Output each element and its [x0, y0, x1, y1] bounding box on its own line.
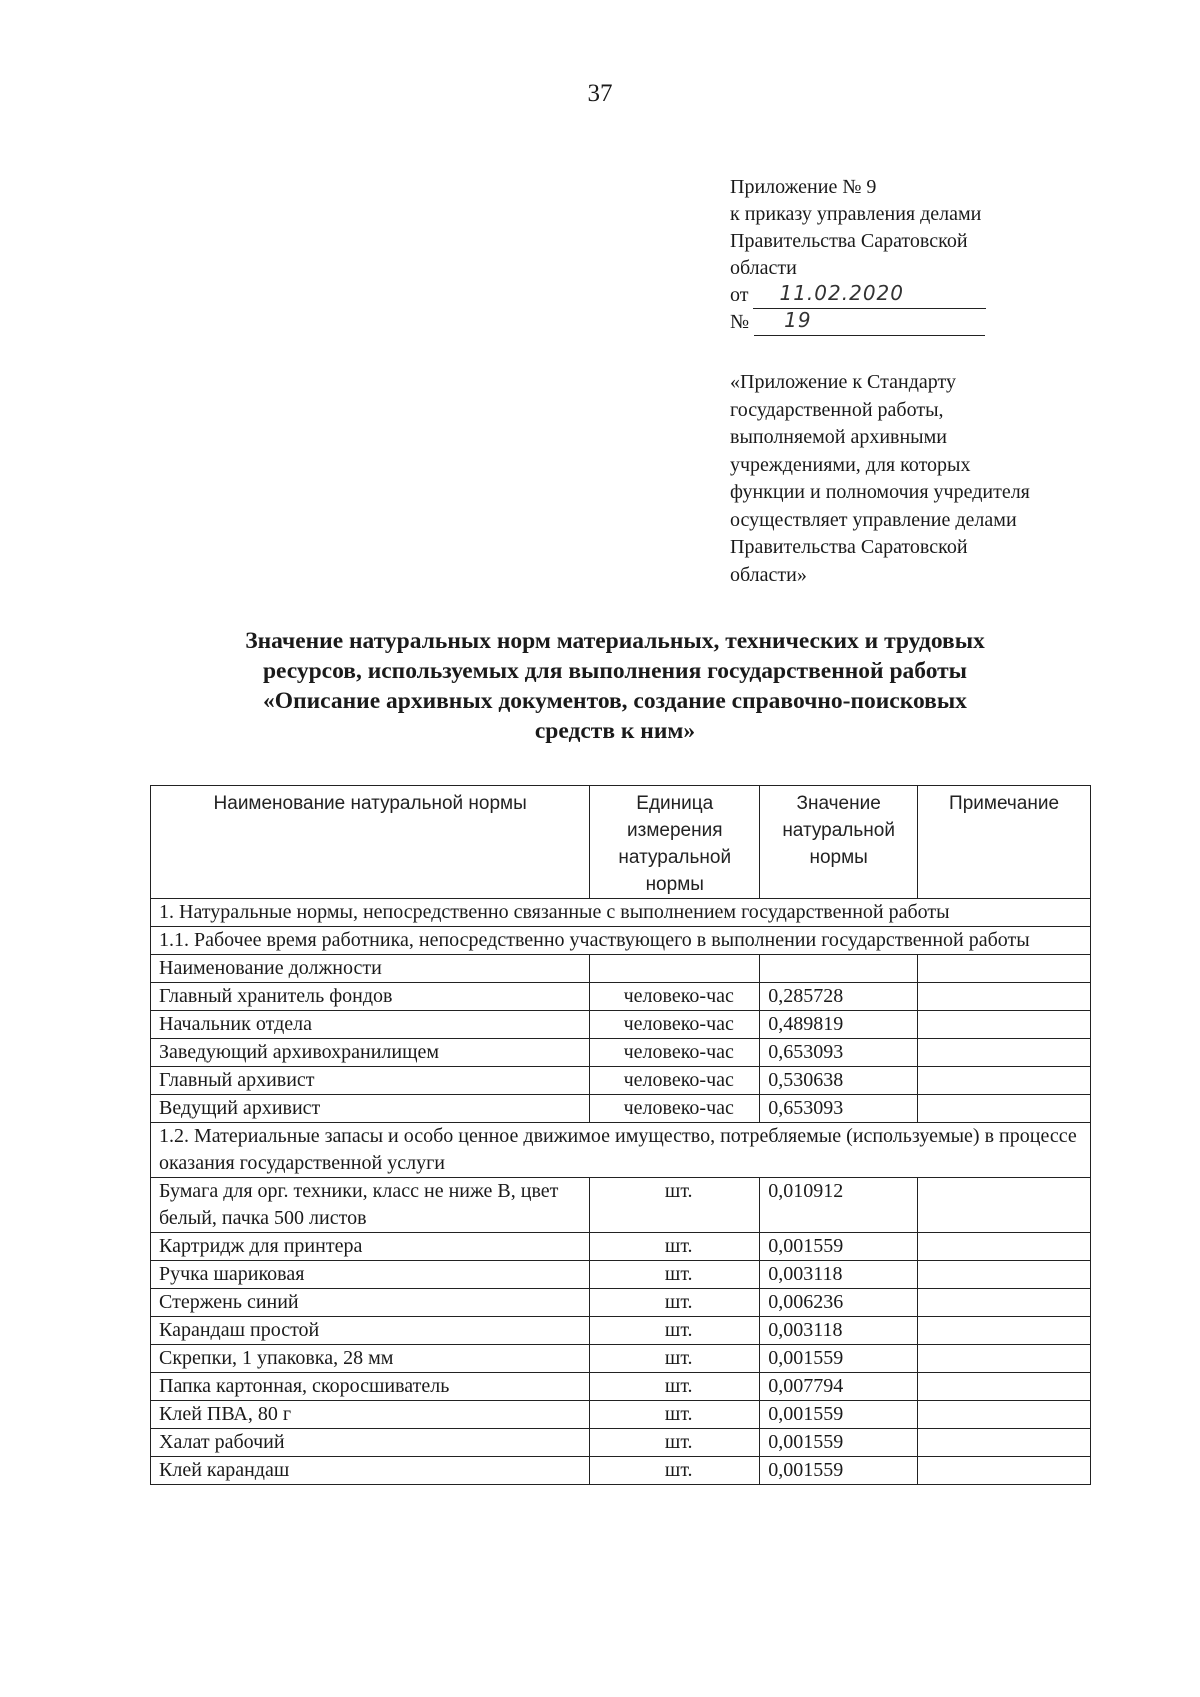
row-note	[918, 1289, 1091, 1317]
order-date-field	[753, 281, 986, 309]
table-row	[151, 1095, 1091, 1123]
section-1-heading: 1. Натуральные нормы, непосредственно связанные с выполнением государственной работы	[151, 899, 1091, 927]
section-1-1-heading: 1.1. Рабочее время работника, непосредственно участвующего в выполнении государственной работы	[151, 927, 1091, 955]
row-value: 0,001559	[760, 1233, 918, 1261]
row-note	[918, 983, 1091, 1011]
row-note	[918, 1011, 1091, 1039]
empty-cell	[918, 955, 1091, 983]
row-name: Заведующий архивохранилищем	[151, 1039, 590, 1067]
header-unit: Единица измерения натуральной нормы	[590, 786, 760, 899]
row-name: Халат рабочий	[151, 1429, 590, 1457]
row-value: 0,010912	[760, 1178, 918, 1233]
row-value: 0,007794	[760, 1373, 918, 1401]
header-norm-name: Наименование натуральной нормы	[151, 786, 590, 899]
standard-ref-line: учреждениями, для которых	[730, 453, 971, 476]
row-name: Главный хранитель фондов	[151, 983, 590, 1011]
row-note	[918, 1429, 1091, 1457]
standard-ref-line: осуществляет управление делами	[730, 508, 1017, 531]
row-value: 0,530638	[760, 1067, 918, 1095]
row-note	[918, 1039, 1091, 1067]
table-row	[151, 1067, 1091, 1095]
row-note	[918, 1233, 1091, 1261]
table-row	[151, 1429, 1091, 1457]
row-note	[918, 1067, 1091, 1095]
table-row	[151, 1373, 1091, 1401]
row-value: 0,285728	[760, 983, 918, 1011]
row-unit: человеко-час	[590, 1095, 760, 1123]
row-value: 0,006236	[760, 1289, 918, 1317]
row-name: Клей ПВА, 80 г	[151, 1401, 590, 1429]
table-row	[151, 983, 1091, 1011]
order-date-line	[730, 282, 1130, 309]
row-name: Карандаш простой	[151, 1317, 590, 1345]
page-number: 37	[587, 80, 613, 107]
row-unit: шт.	[590, 1373, 760, 1401]
row-value: 0,001559	[760, 1345, 918, 1373]
table-row	[151, 1261, 1091, 1289]
row-unit: шт.	[590, 1401, 760, 1429]
position-header-cell: Наименование должности	[151, 955, 590, 983]
header-value: Значение натуральной нормы	[760, 786, 918, 899]
section-row	[151, 927, 1091, 955]
row-name: Начальник отдела	[151, 1011, 590, 1039]
appendix-line: области	[730, 257, 797, 279]
order-date-prefix: от	[730, 284, 749, 306]
order-number-line	[730, 309, 1130, 336]
standard-reference-block	[730, 369, 1150, 589]
section-row	[151, 1123, 1091, 1178]
table-row	[151, 1039, 1091, 1067]
row-unit: шт.	[590, 1261, 760, 1289]
standard-ref-line: области»	[730, 563, 807, 586]
appendix-line: к приказу управления делами	[730, 203, 982, 225]
row-name: Стержень синий	[151, 1289, 590, 1317]
standard-ref-line: Правительства Саратовской	[730, 536, 968, 558]
row-note	[918, 1095, 1091, 1123]
standard-ref-line: функции и полномочия учредителя	[730, 481, 1030, 503]
row-unit: шт.	[590, 1345, 760, 1373]
title-line: «Описание архивных документов, создание справочно-поисковых	[263, 688, 967, 714]
row-unit: шт.	[590, 1178, 760, 1233]
table-row	[151, 1317, 1091, 1345]
standard-ref-line: «Приложение к Стандарту	[730, 371, 956, 393]
order-number-handwritten: 19	[784, 308, 812, 332]
row-name: Главный архивист	[151, 1067, 590, 1095]
row-name: Скрепки, 1 упаковка, 28 мм	[151, 1345, 590, 1373]
row-unit: шт.	[590, 1317, 760, 1345]
row-note	[918, 1401, 1091, 1429]
row-value: 0,489819	[760, 1011, 918, 1039]
order-number-field	[754, 308, 985, 336]
row-unit: шт.	[590, 1429, 760, 1457]
row-value: 0,003118	[760, 1317, 918, 1345]
standard-ref-line: государственной работы,	[730, 398, 944, 421]
appendix-block	[730, 174, 1130, 336]
table-row	[151, 1401, 1091, 1429]
table-row	[151, 1178, 1091, 1233]
row-unit: шт.	[590, 1289, 760, 1317]
table-row	[151, 1457, 1091, 1485]
row-name: Картридж для принтера	[151, 1233, 590, 1261]
table-row	[151, 1011, 1091, 1039]
section-1-2-heading: 1.2. Материальные запасы и особо ценное движимое имущество, потребляемые (используемые) в процессе оказания государственной услуги	[151, 1123, 1091, 1178]
row-value: 0,001559	[760, 1429, 918, 1457]
row-name: Ведущий архивист	[151, 1095, 590, 1123]
row-value: 0,003118	[760, 1261, 918, 1289]
row-unit: человеко-час	[590, 983, 760, 1011]
row-name: Бумага для орг. техники, класс не ниже В, цвет белый, пачка 500 листов	[151, 1178, 590, 1233]
table-row	[151, 1289, 1091, 1317]
row-unit: человеко-час	[590, 1011, 760, 1039]
norms-table	[150, 785, 1091, 1485]
row-unit: человеко-час	[590, 1039, 760, 1067]
row-name: Папка картонная, скоросшиватель	[151, 1373, 590, 1401]
table-row	[151, 955, 1091, 983]
appendix-line: Правительства Саратовской	[730, 230, 968, 252]
row-value: 0,001559	[760, 1457, 918, 1485]
title-line: средств к ним»	[534, 718, 696, 744]
row-unit: шт.	[590, 1233, 760, 1261]
header-note: Примечание	[918, 786, 1091, 899]
row-note	[918, 1261, 1091, 1289]
empty-cell	[590, 955, 760, 983]
row-name: Ручка шариковая	[151, 1261, 590, 1289]
empty-cell	[760, 955, 918, 983]
row-unit: шт.	[590, 1457, 760, 1485]
row-value: 0,001559	[760, 1401, 918, 1429]
row-note	[918, 1345, 1091, 1373]
row-note	[918, 1317, 1091, 1345]
row-value: 0,653093	[760, 1095, 918, 1123]
table-header-row	[151, 786, 1091, 899]
table-row	[151, 1233, 1091, 1261]
title-line: ресурсов, используемых для выполнения государственной работы	[262, 658, 968, 684]
title-line: Значение натуральных норм материальных, технических и трудовых	[245, 628, 985, 654]
row-value: 0,653093	[760, 1039, 918, 1067]
standard-ref-line: выполняемой архивными	[730, 426, 947, 448]
row-name: Клей карандаш	[151, 1457, 590, 1485]
table-row	[151, 1345, 1091, 1373]
section-row	[151, 899, 1091, 927]
row-note	[918, 1373, 1091, 1401]
order-date-handwritten: 11.02.2020	[779, 281, 904, 305]
row-unit: человеко-час	[590, 1067, 760, 1095]
order-number-prefix: №	[730, 311, 750, 333]
row-note	[918, 1178, 1091, 1233]
appendix-line: Приложение № 9	[730, 176, 877, 198]
row-note	[918, 1457, 1091, 1485]
document-title	[150, 626, 1080, 746]
